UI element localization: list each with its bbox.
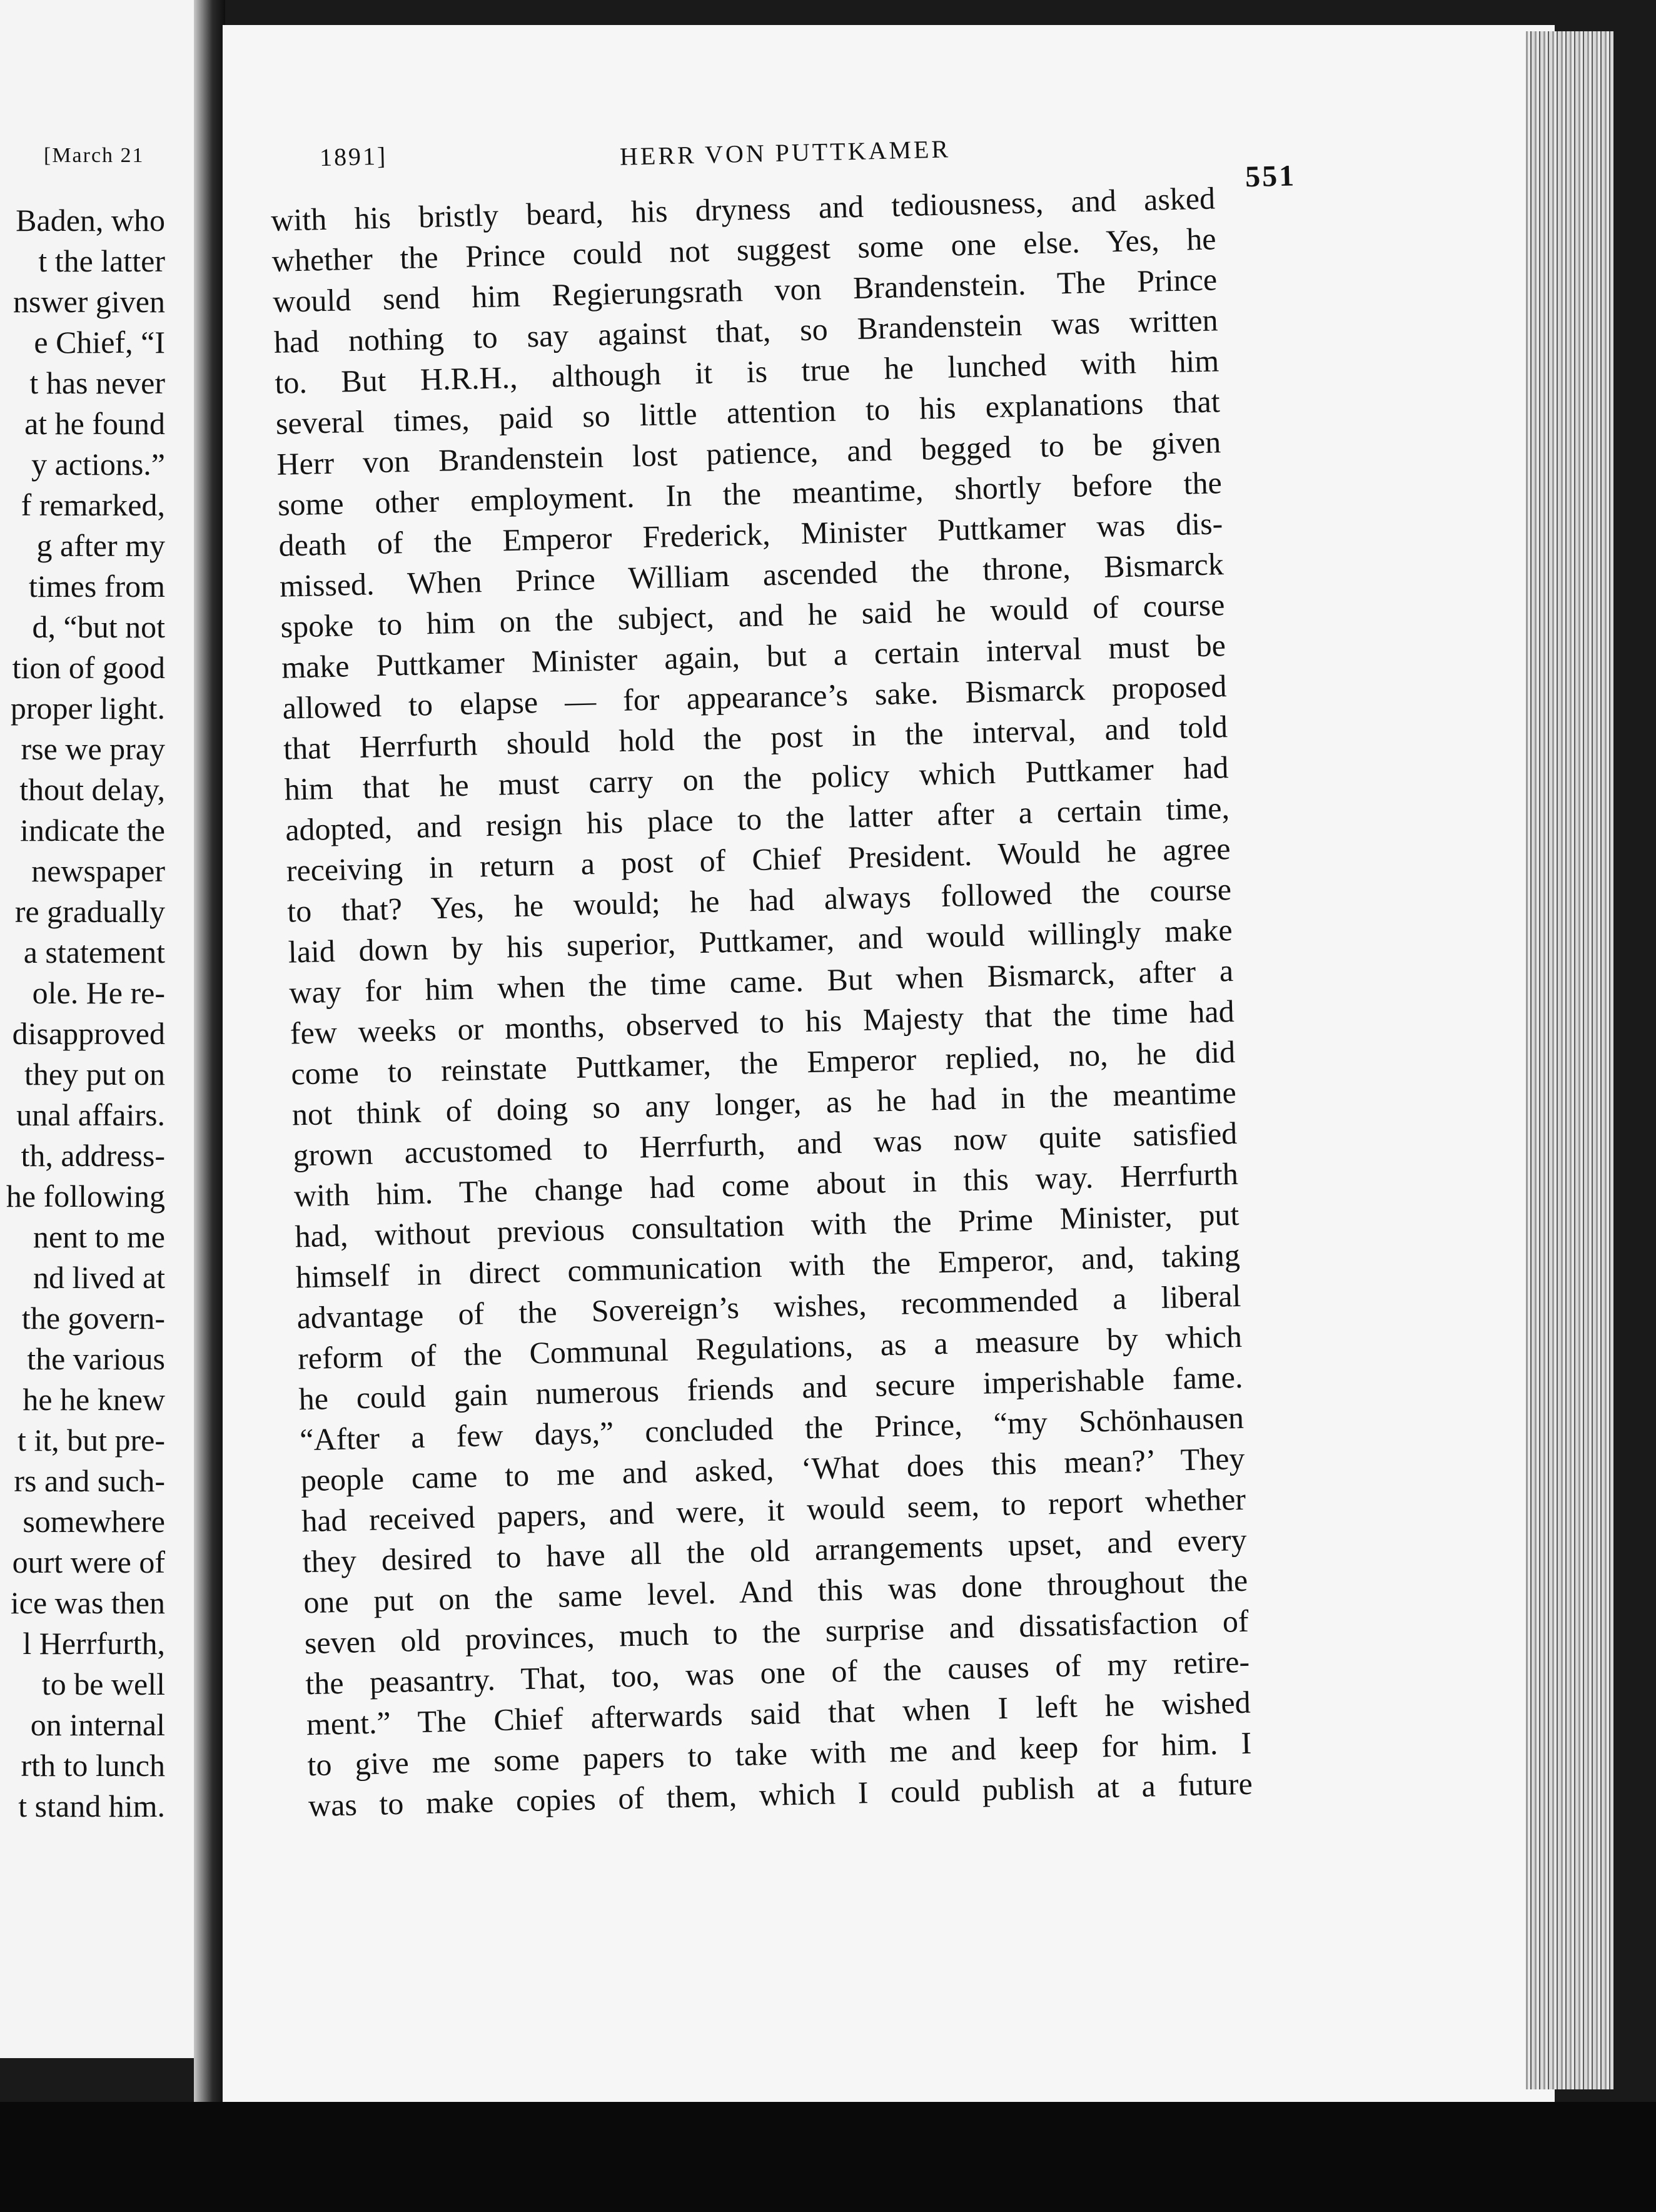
text-line: he could gain numerous friends and secure imperishable fame. xyxy=(298,1359,1243,1417)
text-line: seven old provinces, much to the surprise and dissatisfaction of xyxy=(304,1603,1250,1661)
text-line: allowed to elapse — for appearance’s sake. Bismarck proposed xyxy=(282,668,1227,726)
text-line: spoke to him on the subject, and he said he would of course xyxy=(280,587,1225,644)
left-text-line: t it, but pre- xyxy=(17,1423,165,1458)
left-text-line: y actions.” xyxy=(31,447,165,482)
left-text-line: to be well xyxy=(41,1667,165,1702)
left-text-line: t the latter xyxy=(38,243,165,278)
left-text-line: at he found xyxy=(24,406,165,441)
left-text-line: f remarked, xyxy=(21,487,165,522)
text-line: “After a few days,” concluded the Prince, “my Schönhausen xyxy=(299,1399,1245,1458)
left-page xyxy=(0,0,194,2058)
left-page-text xyxy=(6,200,165,1827)
left-text-line: rth to lunch xyxy=(21,1748,165,1783)
left-text-line: d, “but not xyxy=(32,609,165,644)
text-line: way for him when the time came. But when Bismarck, after a xyxy=(288,953,1234,1010)
text-line: laid down by his superior, Puttkamer, and would willingly make xyxy=(288,912,1233,970)
left-text-line: nd lived at xyxy=(33,1260,165,1295)
left-text-line: tion of good xyxy=(12,650,165,685)
left-text-line: the various xyxy=(27,1341,165,1376)
text-line: adopted, and resign his place to the latter after a certain time, xyxy=(285,790,1230,848)
left-text-line: somewhere xyxy=(23,1504,165,1539)
text-line: him that he must carry on the policy which Puttkamer had xyxy=(284,749,1229,807)
left-text-line: he following xyxy=(6,1179,165,1214)
text-line: the peasantry. That, too, was one of the causes of my retire- xyxy=(305,1643,1250,1702)
left-text-line: t has never xyxy=(29,365,165,400)
text-line: death of the Emperor Frederick, Minister Puttkamer was dis- xyxy=(278,505,1223,563)
text-line: some other employment. In the meantime, shortly before the xyxy=(277,465,1223,522)
left-text-line: re gradually xyxy=(14,894,165,929)
left-text-line: nent to me xyxy=(33,1219,165,1254)
text-line: ment.” The Chief afterwards said that when I left he wished xyxy=(306,1684,1251,1742)
text-line: with him. The change had come about in this way. Herrfurth xyxy=(293,1155,1239,1214)
text-line: one put on the same level. And this was done throughout the xyxy=(303,1562,1248,1620)
left-text-line: a statement xyxy=(23,935,165,970)
left-text-line: they put on xyxy=(24,1057,165,1092)
text-line: reform of the Communal Regulations, as a measure by which xyxy=(297,1318,1243,1376)
text-line: was to make copies of them, which I could publish at a future xyxy=(308,1765,1253,1824)
text-line: they desired to have all the old arrangements upset, and every xyxy=(302,1521,1248,1580)
left-text-line: g after my xyxy=(36,528,165,563)
left-text-line: thout delay, xyxy=(19,772,165,807)
text-line: himself in direct communication with the Emperor, and, taking xyxy=(295,1237,1241,1295)
text-line: make Puttkamer Minister again, but a certain interval must be xyxy=(281,627,1226,685)
left-text-line: indicate the xyxy=(20,813,165,848)
running-head-year: 1891] xyxy=(319,141,388,172)
page-number: 551 xyxy=(1245,159,1296,194)
text-line: receiving in return a post of Chief President. Would he agree xyxy=(286,831,1231,888)
left-text-line: ice was then xyxy=(10,1585,165,1620)
left-text-line: e Chief, “I xyxy=(34,325,165,360)
text-line: grown accustomed to Herrfurth, and was now quite satisfied xyxy=(292,1115,1238,1173)
body-text xyxy=(271,176,1310,1826)
scan-background xyxy=(0,2102,1656,2212)
left-text-line: disapproved xyxy=(12,1016,165,1051)
text-line: several times, paid so little attention to his explanations that xyxy=(275,383,1221,441)
text-line: to give me some papers to take with me and keep for him. I xyxy=(306,1725,1252,1783)
left-text-line: times from xyxy=(28,569,165,604)
left-text-line: Baden, who xyxy=(16,203,165,238)
text-line: had, without previous consultation with the Prime Minister, put xyxy=(294,1196,1239,1254)
left-text-line: ourt were of xyxy=(12,1545,165,1580)
left-text-line: on internal xyxy=(30,1707,165,1742)
text-line: to that? Yes, he would; he had always followed the course xyxy=(286,871,1232,929)
text-line: not think of doing so any longer, as he had in the meantime xyxy=(291,1074,1237,1132)
page-edges xyxy=(1526,31,1613,2089)
left-text-line: newspaper xyxy=(31,853,165,888)
left-page-header: [March 21 xyxy=(44,144,144,167)
text-line: would send him Regierungsrath von Brandenstein. The Prince xyxy=(272,261,1218,319)
running-head-title: HERR VON PUTTKAMER xyxy=(619,134,951,171)
left-text-line: unal affairs. xyxy=(16,1097,165,1132)
text-line: whether the Prince could not suggest some one else. Yes, he xyxy=(271,221,1217,278)
text-line: had nothing to say against that, so Brandenstein was written xyxy=(273,302,1219,360)
left-text-line: the govern- xyxy=(21,1301,165,1336)
left-text-line: t stand him. xyxy=(18,1788,165,1824)
text-line: come to reinstate Puttkamer, the Emperor replied, no, he did xyxy=(290,1034,1236,1092)
text-line: that Herrfurth should hold the post in the interval, and told xyxy=(283,709,1228,766)
left-text-line: nswer given xyxy=(13,284,165,319)
left-text-line: l Herrfurth, xyxy=(23,1626,165,1661)
text-line: advantage of the Sovereign’s wishes, recommended a liberal xyxy=(296,1277,1241,1336)
text-line: people came to me and asked, ‘What does this mean?’ They xyxy=(300,1440,1246,1498)
text-line: missed. When Prince William ascended the throne, Bismarck xyxy=(279,546,1224,604)
left-text-line: ole. He re- xyxy=(32,975,165,1010)
right-page-text-block xyxy=(269,108,1309,1826)
text-line: to. But H.R.H., although it is true he lunched with him xyxy=(274,343,1219,400)
left-text-line: th, address- xyxy=(21,1138,165,1173)
left-text-line: he he knew xyxy=(23,1382,165,1417)
left-text-line: proper light. xyxy=(10,691,165,726)
text-line: with his bristly beard, his dryness and tediousness, and asked xyxy=(270,180,1216,238)
book-gutter xyxy=(194,0,225,2108)
text-line: Herr von Brandenstein lost patience, and begged to be given xyxy=(276,424,1221,482)
left-text-line: rse we pray xyxy=(21,731,165,766)
left-text-line: rs and such- xyxy=(14,1463,165,1498)
text-line: had received papers, and were, it would seem, to report whether xyxy=(301,1481,1246,1539)
text-line: few weeks or months, observed to his Majesty that the time had xyxy=(290,993,1235,1051)
